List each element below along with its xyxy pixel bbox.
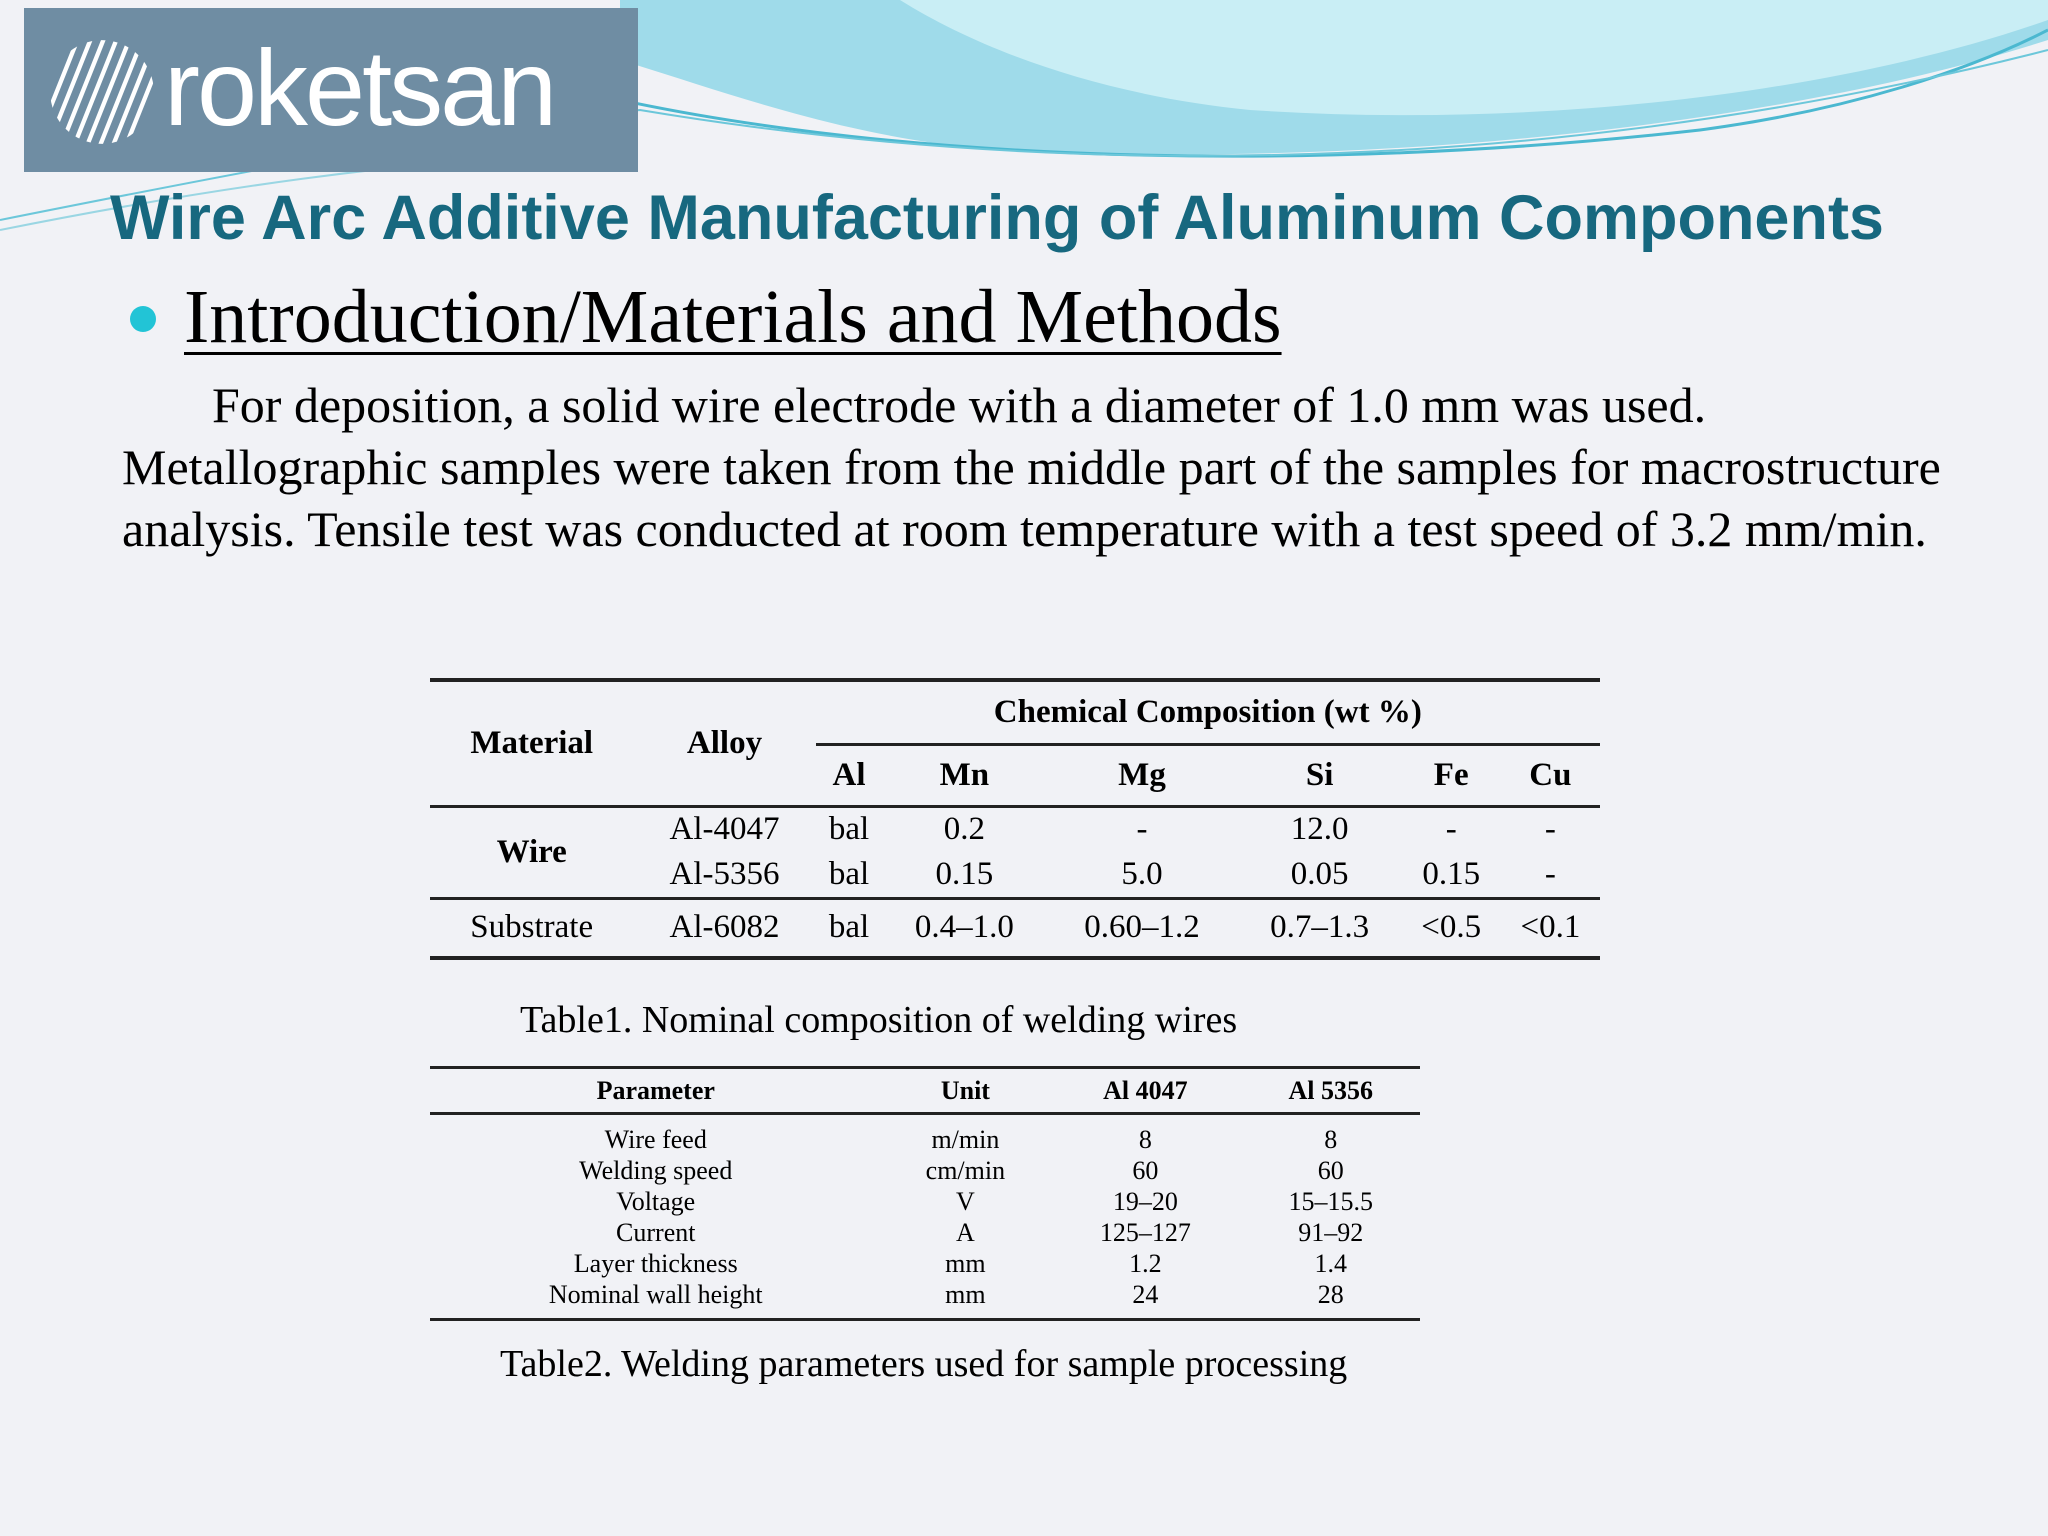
cell: - xyxy=(1445,811,1457,848)
table-row xyxy=(430,1279,1420,1310)
paragraph-line-1: For deposition, a solid wire electrode with a diameter of 1.0 mm was used. xyxy=(212,377,1707,433)
cell: - xyxy=(1136,811,1148,848)
cell: mm xyxy=(945,1248,986,1278)
cell: Al-4047 xyxy=(669,811,780,848)
cell: Al-5356 xyxy=(669,855,780,892)
cell: Al-6082 xyxy=(669,909,780,946)
th-chem-composition: Chemical Composition (wt %) xyxy=(816,680,1600,744)
cell: 5.0 xyxy=(1121,855,1163,892)
cell: 0.2 xyxy=(943,811,985,848)
cell: 24 xyxy=(1132,1279,1159,1309)
cell: 91–92 xyxy=(1298,1217,1364,1247)
th-element: Mn xyxy=(939,756,990,793)
cell: 60 xyxy=(1317,1155,1344,1185)
cell: 60 xyxy=(1132,1155,1159,1185)
cell: 12.0 xyxy=(1290,811,1349,848)
cell: 1.4 xyxy=(1314,1248,1347,1278)
th-unit: Unit xyxy=(940,1076,990,1105)
cell: 0.05 xyxy=(1290,855,1349,892)
table-row xyxy=(430,898,1600,958)
cell: A xyxy=(956,1217,975,1247)
table-row xyxy=(430,1186,1420,1217)
th-al5356: Al 5356 xyxy=(1288,1076,1373,1105)
cell: Current xyxy=(616,1217,696,1247)
table-row xyxy=(430,806,1600,852)
table-row xyxy=(430,1155,1420,1186)
cell: bal xyxy=(828,909,870,946)
cell: V xyxy=(956,1186,975,1216)
th-element: Al xyxy=(832,756,866,793)
logo xyxy=(24,8,638,172)
cell: 15–15.5 xyxy=(1288,1186,1373,1216)
cell: 0.4–1.0 xyxy=(914,909,1014,946)
th-element: Si xyxy=(1305,756,1334,793)
bullet-icon xyxy=(130,306,156,332)
table-row xyxy=(430,1248,1420,1279)
cell: <0.1 xyxy=(1520,909,1581,946)
cell: cm/min xyxy=(925,1155,1006,1185)
cell: 8 xyxy=(1324,1124,1338,1154)
cell: 0.7–1.3 xyxy=(1270,909,1370,946)
section-heading: Introduction/Materials and Methods xyxy=(184,275,1282,359)
cell: Substrate xyxy=(470,909,594,946)
table-row xyxy=(430,1124,1420,1155)
composition-table xyxy=(430,678,1600,960)
th-element: Cu xyxy=(1529,756,1572,793)
welding-parameters-table xyxy=(430,1066,1420,1321)
cell: Voltage xyxy=(616,1186,696,1216)
logo-stripes-icon xyxy=(48,38,156,146)
cell: Nominal wall height xyxy=(548,1279,763,1309)
table1-caption: Table1. Nominal composition of welding wires xyxy=(520,999,1238,1041)
table-row xyxy=(430,1217,1420,1248)
th-alloy: Alloy xyxy=(633,680,815,806)
cell: 28 xyxy=(1317,1279,1344,1309)
th-parameter: Parameter xyxy=(596,1076,715,1105)
slide-title: Wire Arc Additive Manufacturing of Aluminum Components xyxy=(110,183,1884,253)
cell: 0.15 xyxy=(1422,855,1481,892)
cell: 0.60–1.2 xyxy=(1084,909,1200,946)
paragraph-rest: Metallographic samples were taken from the middle part of the samples for macrostructure analysis. Tensile test was conducted at room temperature with a test speed of 3.2 mm/min. xyxy=(122,439,1941,557)
cell: 19–20 xyxy=(1112,1186,1178,1216)
cell: - xyxy=(1544,855,1556,892)
cell: bal xyxy=(828,855,870,892)
cell: mm xyxy=(945,1279,986,1309)
cell: <0.5 xyxy=(1421,909,1482,946)
logo-text: roketsan xyxy=(164,27,555,148)
table2-caption: Table2. Welding parameters used for sample processing xyxy=(500,1343,1348,1385)
th-element: Mg xyxy=(1118,756,1166,793)
cell: Wire feed xyxy=(604,1124,707,1154)
cell-material-wire: Wire xyxy=(430,806,633,898)
cell: - xyxy=(1544,811,1556,848)
th-al4047: Al 4047 xyxy=(1103,1076,1188,1105)
cell: Welding speed xyxy=(579,1155,733,1185)
cell: 0.15 xyxy=(935,855,994,892)
cell: Layer thickness xyxy=(573,1248,738,1278)
cell: m/min xyxy=(931,1124,1000,1154)
th-element: Fe xyxy=(1433,756,1469,793)
cell: 125–127 xyxy=(1099,1217,1191,1247)
cell: 8 xyxy=(1138,1124,1152,1154)
cell: 1.2 xyxy=(1129,1248,1162,1278)
th-material: Material xyxy=(430,680,633,806)
cell: bal xyxy=(828,811,870,848)
body-paragraph xyxy=(122,374,2002,560)
